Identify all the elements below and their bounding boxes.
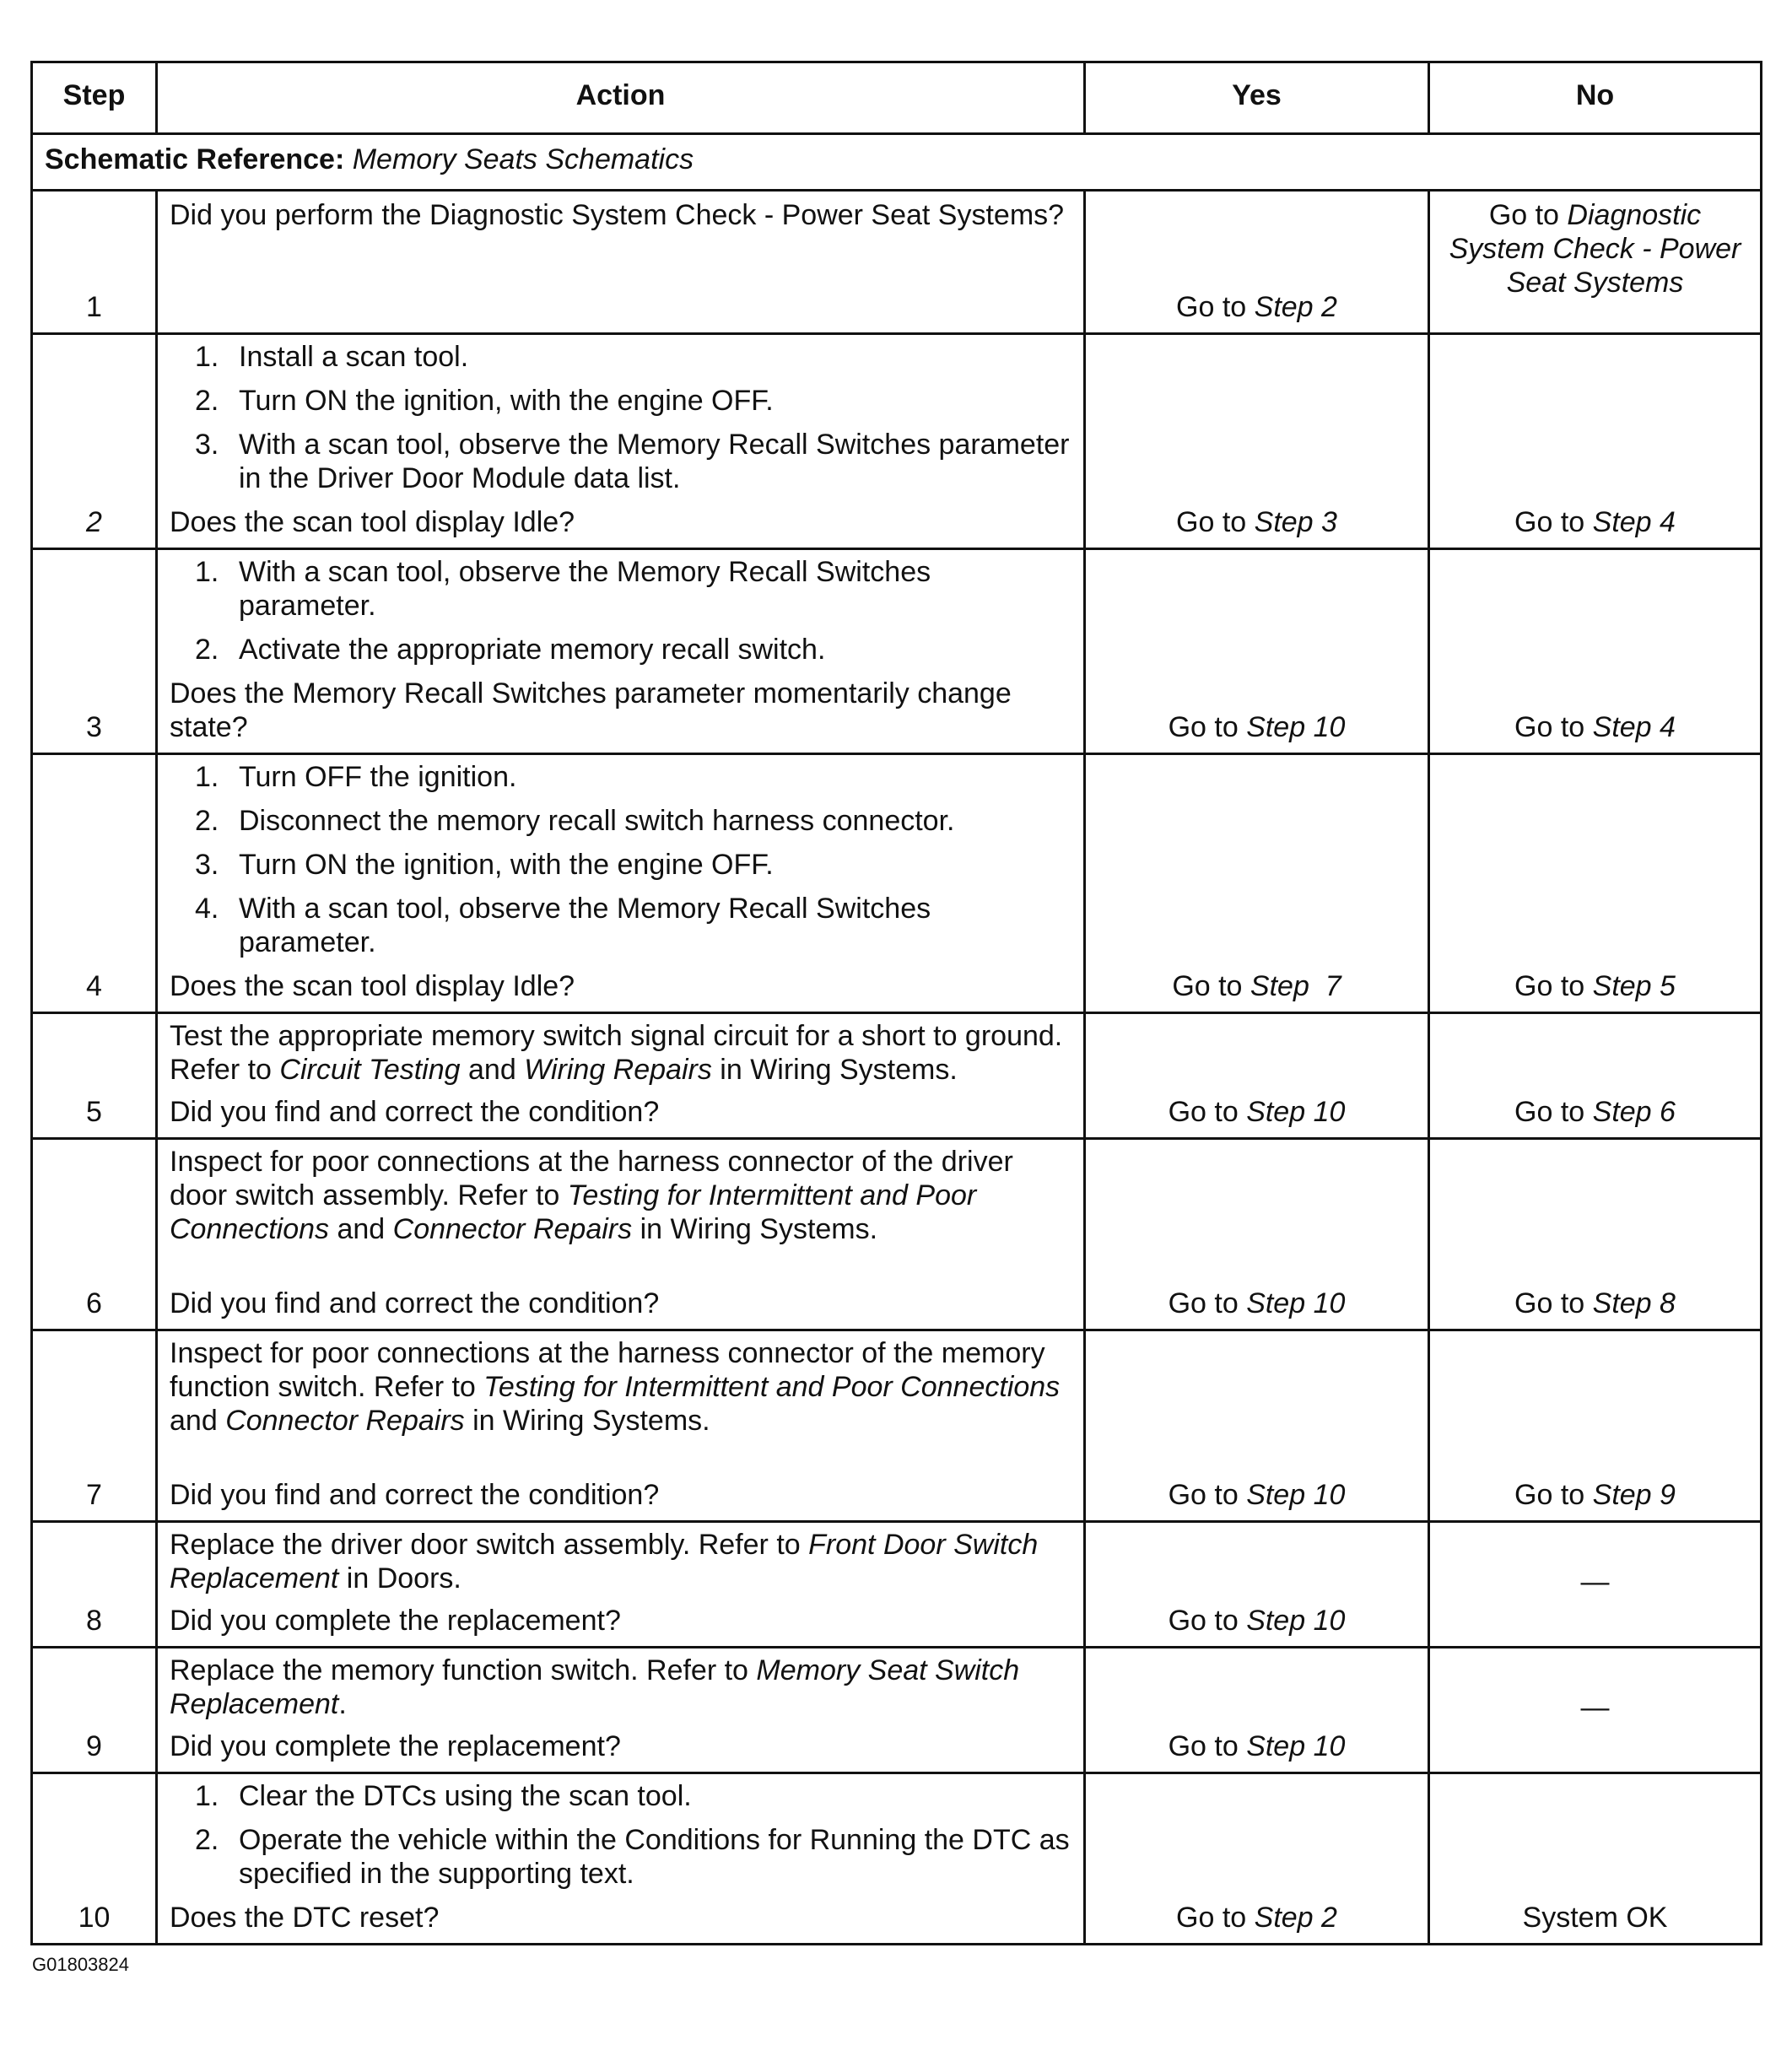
action-cell — [157, 334, 1085, 549]
action-question: Did you complete the replacement? — [170, 1730, 621, 1762]
header-yes: Yes — [1085, 62, 1429, 134]
action-cell — [157, 1773, 1085, 1945]
diagnostic-table-container — [30, 61, 1760, 1945]
step-number: 3 — [32, 549, 157, 754]
step-number: 6 — [32, 1139, 157, 1330]
list-item: 2. Operate the vehicle within the Conditions for Running the DTC as specified in the supporting text. — [195, 1824, 1070, 1890]
table-row — [32, 191, 1762, 334]
action-question: Did you find and correct the condition? — [170, 1479, 660, 1511]
step-number: 7 — [32, 1330, 157, 1522]
table-row — [32, 1330, 1762, 1522]
action-cell — [157, 1648, 1085, 1773]
reference-link[interactable]: Circuit Testing — [279, 1054, 461, 1086]
table-row — [32, 754, 1762, 1013]
no-cell[interactable]: Go to Step 5 — [1429, 754, 1762, 1013]
reference-link[interactable]: Front Door Switch Replacement — [170, 1529, 1039, 1594]
action-cell — [157, 191, 1085, 334]
no-step-link[interactable]: Step 5 — [1592, 970, 1676, 1002]
yes-cell[interactable]: Go to Step 2 — [1085, 1773, 1429, 1945]
table-row — [32, 549, 1762, 754]
yes-cell[interactable]: Go to Step 10 — [1085, 1330, 1429, 1522]
list-item: 1. With a scan tool, observe the Memory Recall Switches parameter. — [195, 556, 931, 622]
yes-step-link[interactable]: Step 10 — [1246, 1605, 1346, 1637]
list-item: 1. Turn OFF the ignition. — [195, 761, 517, 793]
table-row — [32, 1773, 1762, 1945]
action-text: Did you perform the Diagnostic System Check - Power Seat Systems? — [170, 199, 1065, 231]
no-step-link[interactable]: Step 4 — [1592, 711, 1676, 743]
reference-link[interactable]: Wiring Repairs — [524, 1054, 712, 1086]
table-header-row — [32, 62, 1762, 134]
step-number: 10 — [32, 1773, 157, 1945]
yes-cell[interactable]: Go to Step 10 — [1085, 1648, 1429, 1773]
diagnostic-table — [30, 61, 1762, 1945]
action-question: Did you find and correct the condition? — [170, 1287, 660, 1319]
yes-cell[interactable]: Go to Step 10 — [1085, 549, 1429, 754]
yes-prefix: Go to — [1176, 291, 1255, 323]
system-ok-text: System OK — [1522, 1902, 1668, 1934]
action-question: Does the DTC reset? — [170, 1902, 440, 1934]
yes-step-link[interactable]: Step 10 — [1246, 711, 1346, 743]
no-dash: — — [1580, 1566, 1610, 1598]
action-question: Did you complete the replacement? — [170, 1605, 621, 1637]
no-cell — [1429, 1522, 1762, 1648]
list-item: 3. With a scan tool, observe the Memory Recall Switches parameter in the Driver Door Module data list. — [195, 429, 1070, 494]
no-step-link[interactable]: Step 4 — [1592, 506, 1676, 538]
yes-step-link[interactable]: Step 3 — [1254, 506, 1337, 538]
action-text: Inspect for poor connections at the harness connector of the driver door switch assembly. Refer to Testing for Intermittent and Poor Connections and Connector Repairs in Wiring Systems. — [170, 1146, 1013, 1245]
action-text: Replace the driver door switch assembly. Refer to Front Door Switch Replacement in Doors. — [170, 1529, 1039, 1594]
yes-step-link[interactable]: Step 2 — [1254, 1902, 1337, 1934]
action-cell — [157, 1013, 1085, 1139]
no-dash: — — [1580, 1692, 1610, 1724]
table-row — [32, 1013, 1762, 1139]
yes-step-link[interactable]: Step 2 — [1254, 291, 1337, 323]
yes-cell[interactable]: Go to Step 10 — [1085, 1139, 1429, 1330]
schematic-reference-label: Schematic Reference: — [45, 143, 345, 175]
action-cell — [157, 754, 1085, 1013]
header-no: No — [1429, 62, 1762, 134]
yes-cell[interactable]: Go to Step 7 — [1085, 754, 1429, 1013]
yes-step-link[interactable]: Step 10 — [1246, 1479, 1346, 1511]
no-cell[interactable]: Go to Step 9 — [1429, 1330, 1762, 1522]
yes-cell[interactable] — [1085, 191, 1429, 334]
action-cell — [157, 1139, 1085, 1330]
list-item: 4. With a scan tool, observe the Memory Recall Switches parameter. — [195, 893, 931, 958]
list-item: 1. Install a scan tool. — [195, 341, 469, 373]
action-question: Does the Memory Recall Switches parameter momentarily change state? — [170, 677, 1012, 743]
action-cell — [157, 549, 1085, 754]
no-step-link[interactable]: Step 9 — [1592, 1479, 1676, 1511]
no-reference-link[interactable]: Diagnostic System Check - Power Seat Systems — [1449, 199, 1741, 299]
action-steps-list — [170, 340, 1071, 495]
table-row — [32, 1648, 1762, 1773]
yes-step-link[interactable]: Step 10 — [1246, 1730, 1346, 1762]
reference-link[interactable]: Testing for Intermittent and Poor Connections — [483, 1371, 1061, 1403]
schematic-reference — [32, 134, 1762, 191]
table-row — [32, 1522, 1762, 1648]
no-cell[interactable]: Go to Step 4 — [1429, 334, 1762, 549]
no-step-link[interactable]: Step 8 — [1592, 1287, 1676, 1319]
no-cell[interactable] — [1429, 191, 1762, 334]
step-number: 9 — [32, 1648, 157, 1773]
list-item: 1. Clear the DTCs using the scan tool. — [195, 1780, 692, 1812]
reference-link[interactable]: Connector Repairs — [392, 1213, 633, 1245]
action-cell — [157, 1522, 1085, 1648]
action-cell — [157, 1330, 1085, 1522]
step-number: 5 — [32, 1013, 157, 1139]
no-cell — [1429, 1648, 1762, 1773]
yes-cell[interactable]: Go to Step 10 — [1085, 1013, 1429, 1139]
step-number: 8 — [32, 1522, 157, 1648]
header-step: Step — [32, 62, 157, 134]
figure-id: G01803824 — [32, 1954, 129, 1975]
reference-link[interactable]: Connector Repairs — [225, 1405, 465, 1437]
action-question: Did you find and correct the condition? — [170, 1096, 660, 1128]
no-prefix: Go to — [1488, 199, 1568, 231]
action-steps-list — [170, 1779, 1071, 1891]
no-cell[interactable]: Go to Step 8 — [1429, 1139, 1762, 1330]
list-item: 2. Disconnect the memory recall switch harness connector. — [195, 805, 955, 837]
action-question: Does the scan tool display Idle? — [170, 506, 575, 538]
no-cell — [1429, 1773, 1762, 1945]
step-number: 1 — [32, 191, 157, 334]
no-cell[interactable]: Go to Step 4 — [1429, 549, 1762, 754]
list-item: 2. Turn ON the ignition, with the engine OFF. — [195, 385, 774, 417]
reference-link[interactable]: Testing for Intermittent and Poor Connections — [170, 1179, 977, 1245]
yes-cell[interactable]: Go to Step 3 — [1085, 334, 1429, 549]
yes-step-link[interactable]: Step 10 — [1246, 1287, 1346, 1319]
no-step-link[interactable]: Step 6 — [1592, 1096, 1676, 1128]
schematic-reference-row — [32, 134, 1762, 191]
action-text: Inspect for poor connections at the harness connector of the memory function switch. Refer to Testing for Intermittent and Poor Connections and Connector Repairs in Wiring Systems. — [170, 1337, 1061, 1437]
table-row — [32, 1139, 1762, 1330]
action-steps-list — [170, 555, 1071, 666]
action-question: Does the scan tool display Idle? — [170, 970, 575, 1002]
no-cell[interactable]: Go to Step 6 — [1429, 1013, 1762, 1139]
yes-step-link[interactable]: Step 7 — [1250, 970, 1341, 1002]
schematic-reference-link[interactable]: Memory Seats Schematics — [352, 143, 694, 175]
reference-link[interactable]: Memory Seat Switch Replacement — [170, 1654, 1020, 1720]
header-action: Action — [157, 62, 1085, 134]
table-row — [32, 334, 1762, 549]
action-text: Replace the memory function switch. Refer to Memory Seat Switch Replacement. — [170, 1654, 1020, 1720]
yes-step-link[interactable]: Step 10 — [1246, 1096, 1346, 1128]
action-steps-list — [170, 760, 1071, 959]
list-item: 3. Turn ON the ignition, with the engine OFF. — [195, 849, 774, 881]
yes-cell[interactable]: Go to Step 10 — [1085, 1522, 1429, 1648]
step-number: 4 — [32, 754, 157, 1013]
step-number: 2 — [32, 334, 157, 549]
action-text: Test the appropriate memory switch signal circuit for a short to ground. Refer to Circuit Testing and Wiring Repairs in Wiring Systems. — [170, 1020, 1063, 1086]
list-item: 2. Activate the appropriate memory recall switch. — [195, 634, 826, 666]
